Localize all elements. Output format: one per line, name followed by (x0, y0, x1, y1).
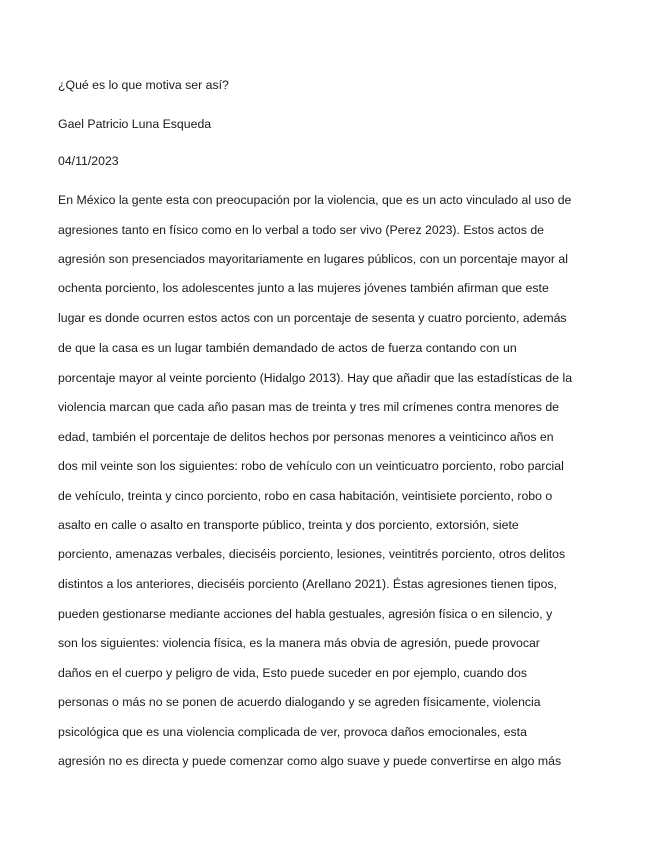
body-line: edad, también el porcentaje de delitos hechos por personas menores a veinticinco años en (58, 430, 554, 444)
body-line: son los siguientes: violencia física, es la manera más obvia de agresión, puede provocar (58, 636, 540, 650)
body-line: de que la casa es un lugar también demandado de actos de fuerza contando con un (58, 341, 517, 355)
body-line: psicológica que es una violencia complicada de ver, provoca daños emocionales, esta (58, 725, 527, 739)
body-line: agresión son presenciados mayoritariamente en lugares públicos, con un porcentaje mayor al (58, 252, 568, 266)
body-line: lugar es donde ocurren estos actos con un porcentaje de sesenta y cuatro porciento, además (58, 311, 567, 325)
body-line: personas o más no se ponen de acuerdo dialogando y se agreden físicamente, violencia (58, 695, 541, 709)
body-line: de vehículo, treinta y cinco porciento, robo en casa habitación, veintisiete porciento, robo o (58, 489, 553, 503)
body-line: distintos a los anteriores, dieciséis porciento (Arellano 2021). Éstas agresiones tienen tipos, (58, 577, 557, 591)
body-line: agresión no es directa y puede comenzar como algo suave y puede convertirse en algo más (58, 754, 562, 768)
body-line: porciento, amenazas verbales, dieciséis porciento, lesiones, veintitrés porciento, otros delitos (58, 547, 566, 561)
body-line: agresiones tanto en físico como en lo verbal a todo ser vivo (Perez 2023). Estos actos de (58, 223, 544, 237)
body-line: En México la gente esta con preocupación por la violencia, que es un acto vinculado al uso de (58, 193, 572, 207)
body-line: dos mil veinte son los siguientes: robo de vehículo con un veinticuatro porciento, robo parcial (58, 459, 564, 473)
body-line: porcentaje mayor al veinte porciento (Hidalgo 2013). Hay que añadir que las estadísticas de la (58, 371, 573, 385)
body-line: daños en el cuerpo y peligro de vida, Esto puede suceder en por ejemplo, cuando dos (58, 666, 527, 680)
document-author: Gael Patricio Luna Esqueda (58, 117, 212, 131)
document-date: 04/11/2023 (58, 154, 119, 168)
body-line: violencia marcan que cada año pasan mas de treinta y tres mil crímenes contra menores de (58, 400, 560, 414)
document-title: ¿Qué es lo que motiva ser así? (58, 78, 229, 92)
body-line: pueden gestionarse mediante acciones del habla gestuales, agresión física o en silencio, y (58, 607, 553, 621)
body-line: asalto en calle o asalto en transporte público, treinta y dos porciento, extorsión, siete (58, 518, 519, 532)
body-line: ochenta porciento, los adolescentes junto a las mujeres jóvenes también afirman que este (58, 281, 549, 295)
